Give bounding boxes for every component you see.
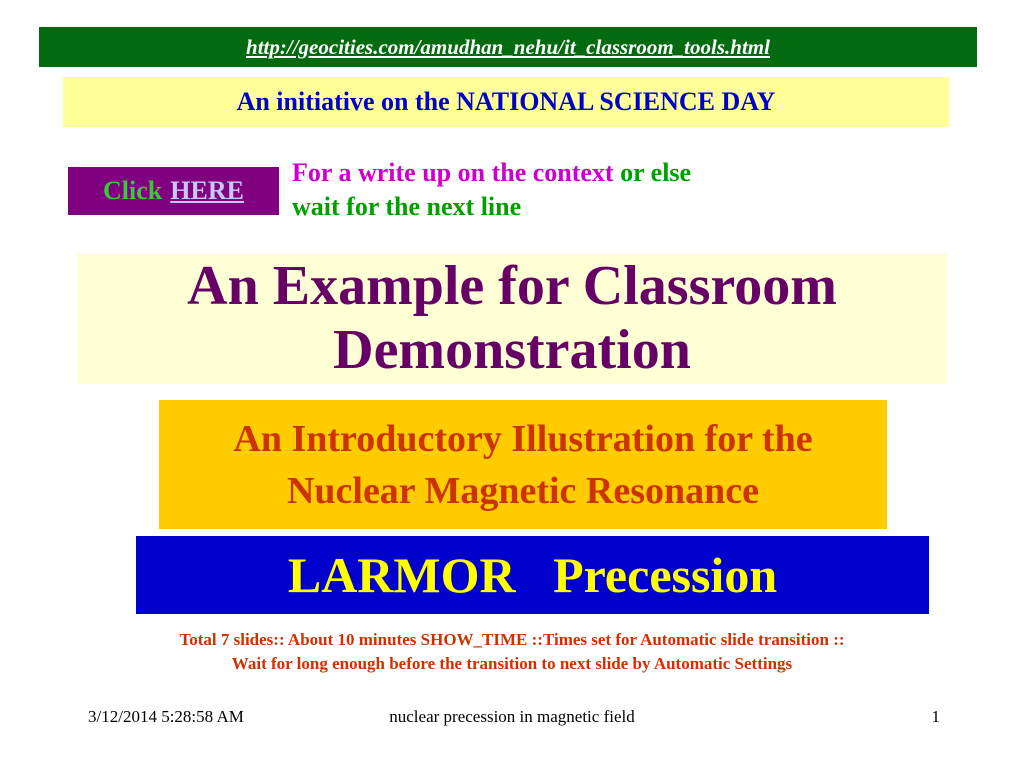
slide-note-line2: Wait for long enough before the transition to next slide by Automatic Settings: [231, 654, 793, 673]
example-title: [77, 254, 947, 382]
slide-note-line1: Total 7 slides:: About 10 minutes SHOW_TIME ::Times set for Automatic slide transition ::: [179, 630, 845, 649]
here-link[interactable]: HERE: [170, 176, 244, 205]
footer-title: nuclear precession in magnetic field: [389, 707, 635, 726]
url-banner: [39, 27, 977, 67]
example-title-line2: Demonstration: [333, 319, 691, 381]
intro-line2: Nuclear Magnetic Resonance: [286, 469, 760, 512]
writeup-part3: wait for the next line: [292, 192, 522, 221]
click-label: Click: [103, 176, 163, 205]
larmor-banner: LARMOR Precession: [136, 536, 929, 614]
intro-box: [159, 400, 887, 529]
initiative-banner: An initiative on the NATIONAL SCIENCE DAY: [63, 77, 949, 127]
url-link[interactable]: http://geocities.com/amudhan_nehu/it_classroom_tools.html: [246, 34, 770, 59]
slide-note: [30, 628, 994, 676]
click-here-box: [68, 167, 279, 215]
writeup-text: [292, 156, 852, 224]
footer-date: 3/12/2014 5:28:58 AM: [88, 707, 244, 726]
writeup-part1: For a write up on the context: [292, 158, 614, 187]
example-title-line1: An Example for Classroom: [187, 255, 837, 317]
page-number: 1: [931, 707, 940, 726]
intro-line1: An Introductory Illustration for the: [233, 417, 813, 460]
writeup-part2: or else: [620, 158, 692, 187]
